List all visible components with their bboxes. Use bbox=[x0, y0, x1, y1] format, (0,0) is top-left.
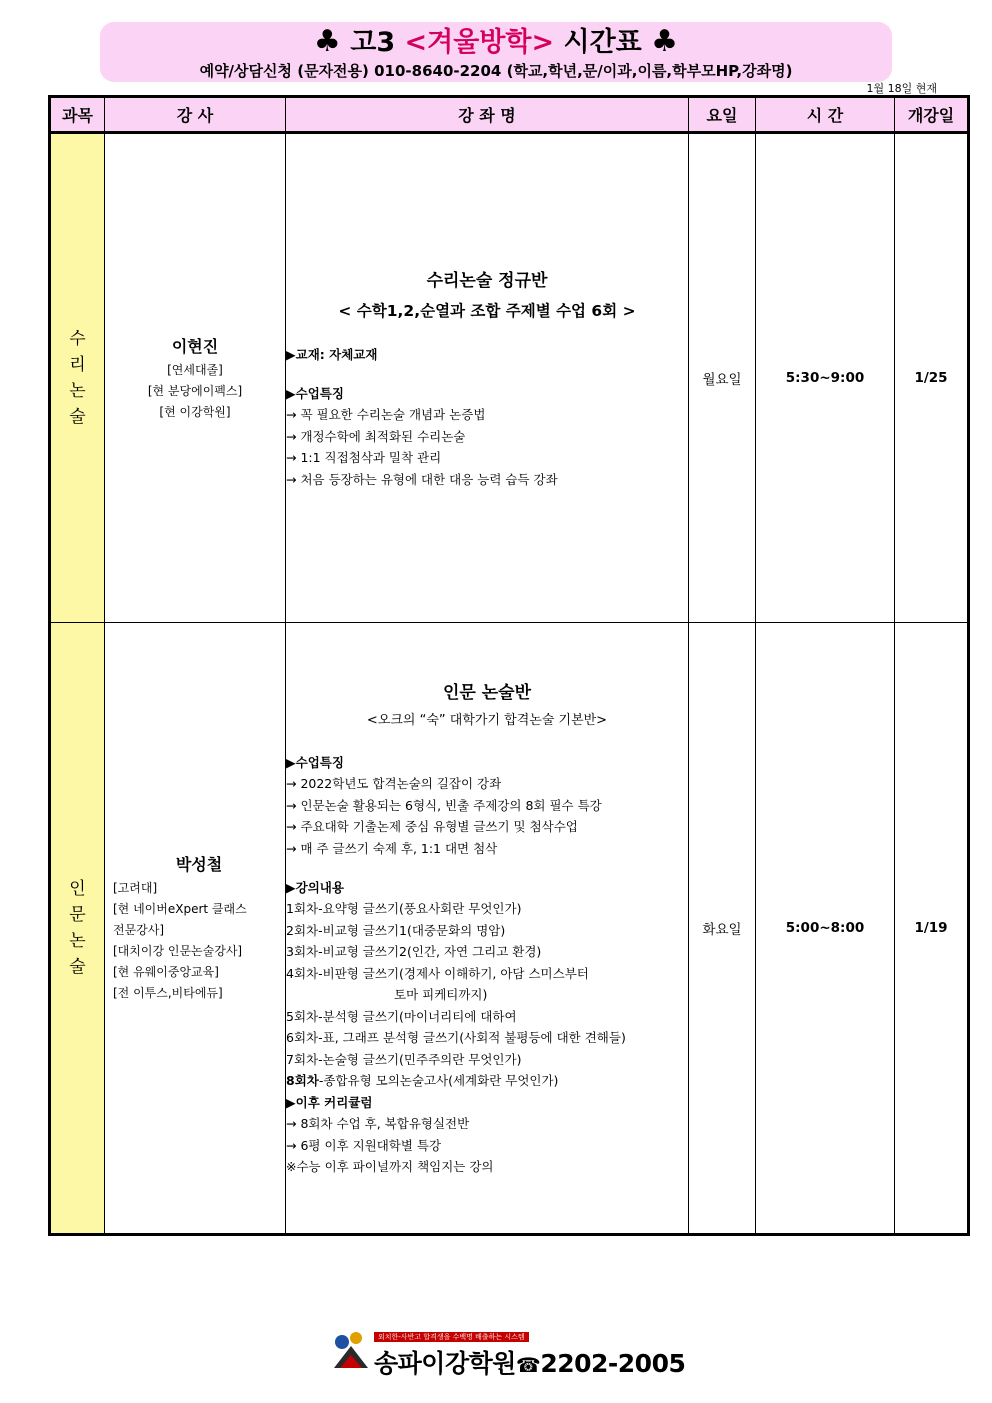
subject-cell bbox=[50, 133, 105, 623]
teacher-info: [고려대] bbox=[113, 881, 158, 895]
table-row bbox=[50, 133, 969, 623]
teacher-info: [현 네이버eXpert 클래스 bbox=[113, 902, 247, 916]
header-time: 시 간 bbox=[756, 97, 895, 133]
course-subtitle: < 수학1,2,순열과 조합 주제별 수업 6회 > bbox=[338, 302, 636, 320]
academy-phone: 2202-2005 bbox=[540, 1349, 686, 1378]
course-cell bbox=[286, 623, 689, 1235]
feature-item: → 개정수학에 최적화된 수리논술 bbox=[286, 428, 466, 444]
session-item: 6회차-표, 그래프 분석형 글쓰기(사회적 불평등에 대한 견해들) bbox=[286, 1030, 626, 1046]
feature-item: → 인문논술 활용되는 6형식, 빈출 주제강의 8회 필수 특강 bbox=[286, 797, 602, 813]
teacher-info: [대치이강 인문논술강사] bbox=[113, 944, 243, 958]
start-date-cell: 1/25 bbox=[895, 133, 969, 623]
title-suffix: 시간표 bbox=[554, 27, 642, 58]
session-item: 2회차-비교형 글쓰기1(대중문화의 명암) bbox=[286, 922, 506, 938]
title-prefix: 고3 bbox=[350, 27, 405, 58]
academy-title: 송파이강학원 bbox=[374, 1349, 516, 1378]
teacher-cell bbox=[105, 133, 286, 623]
curriculum-item: → 6평 이후 지원대학별 특강 bbox=[286, 1137, 442, 1153]
title-highlight: <겨울방학> bbox=[404, 27, 555, 58]
club-icon: ♣ bbox=[313, 24, 341, 59]
academy-logo-icon bbox=[330, 1328, 372, 1374]
course-cell bbox=[286, 133, 689, 623]
subject-char: 논 bbox=[69, 381, 86, 401]
session-item bbox=[286, 1070, 688, 1092]
academy-name bbox=[374, 1344, 685, 1380]
header-start: 개강일 bbox=[895, 97, 969, 133]
teacher-name: 박성철 bbox=[175, 855, 223, 874]
textbook-line: ▶교재: 자체교재 bbox=[286, 347, 378, 362]
teacher-info: [연세대졸] bbox=[167, 362, 223, 377]
footer bbox=[330, 1328, 686, 1378]
footer-slogan: 외치한-사반고 합격생을 수백명 배출하는 시스템 bbox=[374, 1332, 529, 1342]
course-title: 인문 논술반 bbox=[442, 683, 532, 704]
header-teacher: 강 사 bbox=[105, 97, 286, 133]
subject-char: 인 bbox=[69, 879, 86, 899]
curriculum-item: → 8회차 수업 후, 복합유형실전반 bbox=[286, 1116, 470, 1132]
feature-item: → 2022학년도 합격논술의 길잡이 강좌 bbox=[286, 776, 502, 792]
feature-item: → 주요대학 기출논제 중심 유형별 글쓰기 및 첨삭수업 bbox=[286, 819, 578, 835]
session-item: 3회차-비교형 글쓰기2(인간, 자연 그리고 환경) bbox=[286, 944, 542, 960]
session-8-label: 8회차 bbox=[286, 1073, 319, 1089]
subject-char: 술 bbox=[69, 957, 86, 977]
curriculum-heading: ▶이후 커리큘럼 bbox=[286, 1094, 373, 1110]
teacher-name: 이현진 bbox=[171, 336, 219, 356]
subject-cell bbox=[50, 623, 105, 1235]
subject-char: 논 bbox=[69, 931, 86, 951]
feature-item: → 꼭 필요한 수리논술 개념과 논증법 bbox=[286, 407, 486, 422]
as-of-date: 1월 18일 현재 bbox=[866, 82, 937, 95]
contact-line: 예약/상담신청 (문자전용) 010-8640-2204 (학교,학년,문/이과,이름,학부모HP,강좌명) bbox=[199, 62, 793, 80]
phone-icon: ☎ bbox=[515, 1353, 541, 1377]
header-course: 강 좌 명 bbox=[286, 97, 689, 133]
teacher-info: [전 이투스,비타에듀] bbox=[113, 986, 223, 1000]
teacher-info: [현 이강학원] bbox=[159, 404, 231, 419]
session-item: 1회차-요약형 글쓰기(풍요사회란 무엇인가) bbox=[286, 901, 522, 917]
table-row bbox=[50, 623, 969, 1235]
feature-heading: ▶수업특징 bbox=[286, 755, 344, 771]
teacher-cell bbox=[105, 623, 286, 1235]
feature-heading: ▶수업특징 bbox=[286, 386, 344, 401]
subject-char: 술 bbox=[69, 407, 86, 427]
teacher-info: [현 유웨이중앙교육] bbox=[113, 965, 219, 979]
content-heading: ▶강의내용 bbox=[286, 880, 344, 896]
course-title: 수리논술 정규반 bbox=[426, 271, 548, 291]
day-cell: 화요일 bbox=[689, 623, 756, 1235]
session-8-text: -종합유형 모의논술고사(세계화란 무엇인가) bbox=[318, 1073, 559, 1089]
day-cell: 월요일 bbox=[689, 133, 756, 623]
session-item-continued: 토마 피케티까지) bbox=[394, 987, 488, 1003]
session-item: 7회차-논술형 글쓰기(민주주의란 무엇인가) bbox=[286, 1051, 522, 1067]
course-subtitle: <오크의 “숙” 대학가기 합격논술 기본반> bbox=[366, 713, 608, 729]
feature-item: → 처음 등장하는 유형에 대한 대응 능력 습득 강좌 bbox=[286, 471, 558, 487]
table-header-row bbox=[50, 97, 969, 133]
curriculum-item: ※수능 이후 파이널까지 책임지는 강의 bbox=[286, 1159, 494, 1175]
teacher-info: 전문강사] bbox=[113, 923, 165, 937]
header-banner bbox=[100, 22, 892, 82]
start-date-cell: 1/19 bbox=[895, 623, 969, 1235]
time-cell: 5:00~8:00 bbox=[756, 623, 895, 1235]
page-title bbox=[100, 22, 892, 61]
header-subject: 과목 bbox=[50, 97, 105, 133]
subject-char: 수 bbox=[69, 329, 86, 349]
club-icon: ♣ bbox=[651, 24, 679, 59]
header-day: 요일 bbox=[689, 97, 756, 133]
subject-char: 리 bbox=[69, 355, 86, 375]
feature-item: → 매 주 글쓰기 숙제 후, 1:1 대면 첨삭 bbox=[286, 840, 498, 856]
feature-item: → 1:1 직접첨삭과 밀착 관리 bbox=[286, 450, 442, 465]
time-cell: 5:30~9:00 bbox=[756, 133, 895, 623]
subject-char: 문 bbox=[69, 905, 86, 925]
teacher-info: [현 분당에이펙스] bbox=[147, 383, 243, 398]
session-item: 4회차-비판형 글쓰기(경제사 이해하기, 아담 스미스부터 bbox=[286, 965, 589, 981]
timetable bbox=[48, 95, 970, 1236]
session-item: 5회차-분석형 글쓰기(마이너리티에 대하여 bbox=[286, 1008, 517, 1024]
